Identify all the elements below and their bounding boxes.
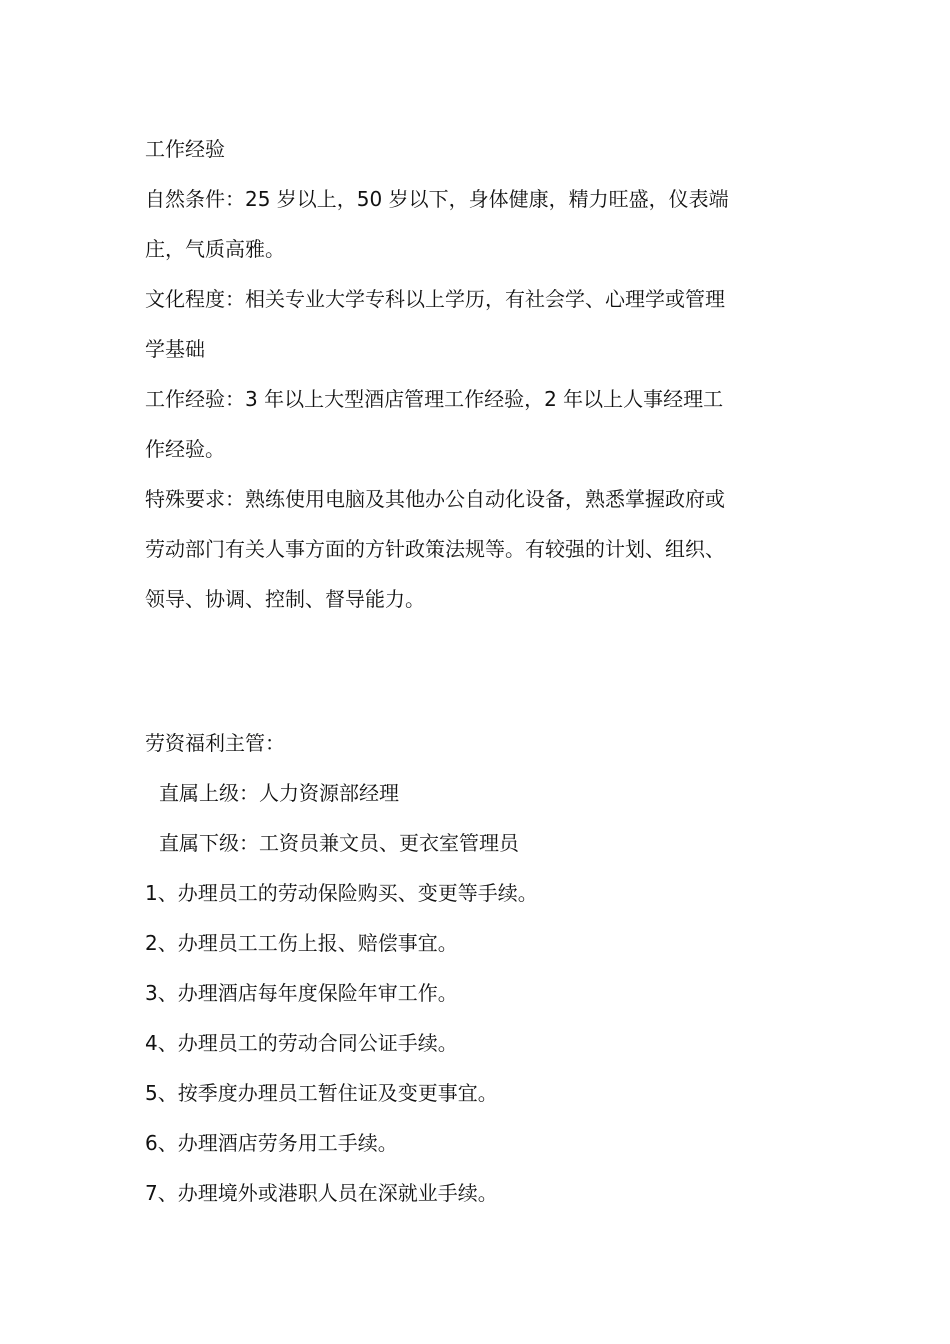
paragraph-line: 学基础 [145, 337, 205, 361]
paragraph-line: 文化程度：相关专业大学专科以上学历，有社会学、心理学或管理 [145, 287, 725, 311]
paragraph-line: 作经验。 [145, 437, 225, 461]
duty-item: 1、办理员工的劳动保险购买、变更等手续。 [145, 881, 538, 905]
direct-subordinate: 直属下级：工资员兼文员、更衣室管理员 [159, 831, 519, 855]
document-body [145, 124, 810, 1218]
duty-item: 4、办理员工的劳动合同公证手续。 [145, 1031, 458, 1055]
paragraph-line: 领导、协调、控制、督导能力。 [145, 587, 425, 611]
paragraph-line: 自然条件：25 岁以上，50 岁以下，身体健康，精力旺盛，仪表端 [145, 187, 729, 211]
direct-superior: 直属上级：人力资源部经理 [159, 781, 399, 805]
section-heading: 工作经验 [145, 137, 225, 161]
duty-item: 3、办理酒店每年度保险年审工作。 [145, 981, 458, 1005]
paragraph-line: 劳动部门有关人事方面的方针政策法规等。有较强的计划、组织、 [145, 537, 725, 561]
duty-item: 7、办理境外或港职人员在深就业手续。 [145, 1181, 498, 1205]
position-title: 劳资福利主管： [145, 731, 285, 755]
paragraph-line: 特殊要求：熟练使用电脑及其他办公自动化设备，熟悉掌握政府或 [145, 487, 725, 511]
section-spacer [145, 624, 810, 718]
paragraph-line: 庄，气质高雅。 [145, 237, 285, 261]
duty-item: 5、按季度办理员工暂住证及变更事宜。 [145, 1081, 498, 1105]
duty-item: 2、办理员工工伤上报、赔偿事宜。 [145, 931, 458, 955]
paragraph-line: 工作经验：3 年以上大型酒店管理工作经验，2 年以上人事经理工 [145, 387, 724, 411]
duty-item: 6、办理酒店劳务用工手续。 [145, 1131, 398, 1155]
